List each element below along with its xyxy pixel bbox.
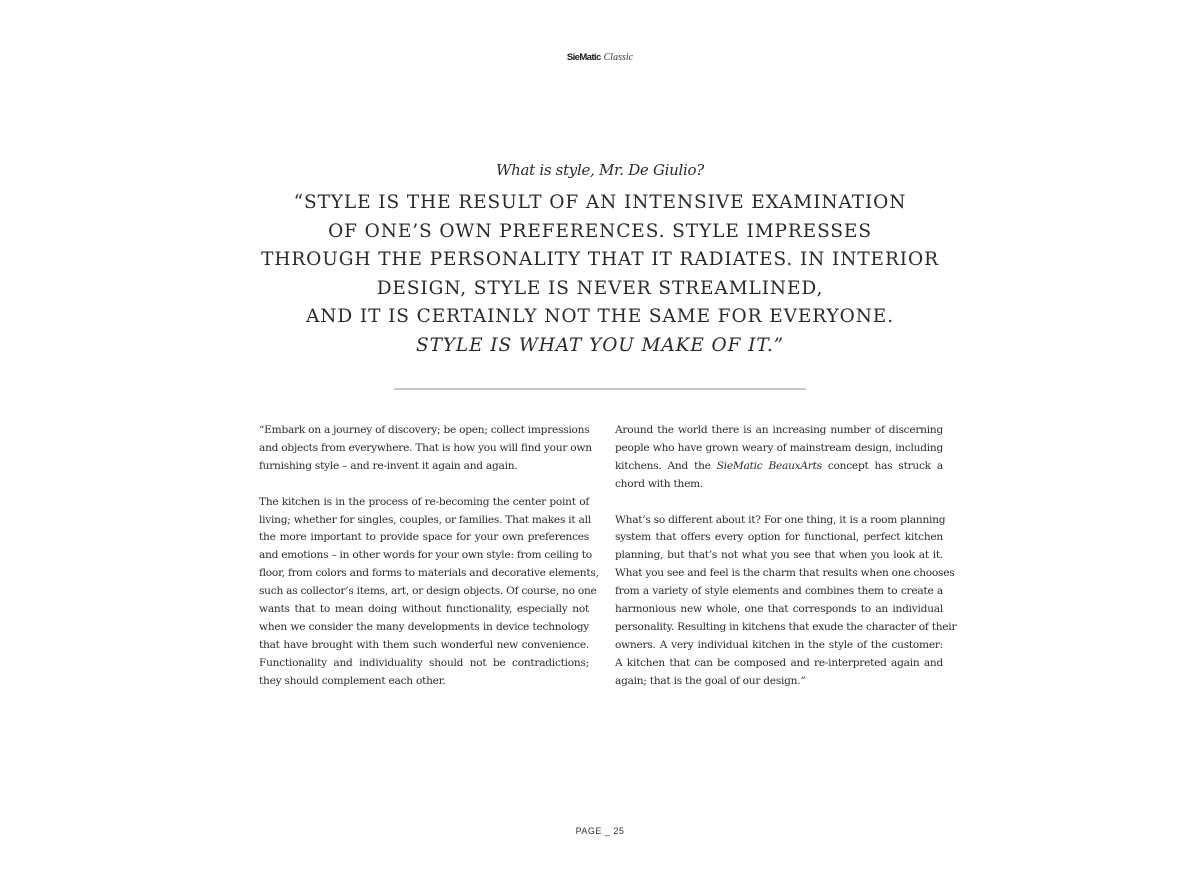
- text-line: A kitchen that can be composed and re-interpreted again and: [615, 656, 943, 669]
- text-run: concept has struck a: [821, 459, 943, 472]
- brand-logo: SieMatic: [566, 52, 601, 63]
- body-paragraph: [615, 422, 943, 494]
- body-column-left: [259, 422, 599, 708]
- text-line: [615, 458, 943, 476]
- pull-quote: [0, 189, 1200, 361]
- text-line: What’s so different about it? For one thing, it is a room planning: [615, 513, 946, 526]
- text-line: planning, but that’s not what you see that when you look at it.: [615, 549, 943, 562]
- text-line: the more important to provide space for your own preferences: [259, 531, 589, 544]
- text-line: chord with them.: [615, 477, 704, 490]
- body-column-right: [615, 422, 957, 708]
- text-line: and objects from everywhere. That is how you will find your own: [259, 441, 592, 454]
- running-header: [0, 50, 1200, 65]
- text-line: floor, from colors and forms to materials and decorative elements,: [259, 567, 599, 580]
- body-paragraph: [259, 422, 592, 476]
- quote-line: “STYLE IS THE RESULT OF AN INTENSIVE EXAMINATION: [293, 192, 907, 213]
- text-line: personality. Resulting in kitchens that exude the character of their: [615, 620, 957, 633]
- quote-closing-line: STYLE IS WHAT YOU MAKE OF IT.”: [416, 334, 784, 356]
- text-line: they should complement each other.: [259, 674, 446, 687]
- body-paragraph: [259, 494, 599, 691]
- text-line: people who have grown weary of mainstream design, including: [615, 441, 943, 454]
- quote-line: THROUGH THE PERSONALITY THAT IT RADIATES. IN INTERIOR: [261, 249, 939, 271]
- product-name: SieMatic BeauxArts: [716, 459, 822, 472]
- text-line: when we consider the many developments in device technology: [259, 620, 589, 633]
- text-line: furnishing style – and re-invent it again and again.: [259, 459, 518, 472]
- text-line: wants that to mean doing without functionality, especially not: [259, 603, 589, 616]
- text-line: from a variety of style elements and combines them to create a: [615, 585, 943, 598]
- text-line: Functionality and individuality should not be contradictions;: [259, 656, 589, 669]
- quote-line: OF ONE’S OWN PREFERENCES. STYLE IMPRESSES: [328, 220, 872, 242]
- body-paragraph: [615, 512, 957, 691]
- text-line: and emotions – in other words for your own style: from ceiling to: [259, 549, 592, 562]
- section-divider: [394, 388, 806, 390]
- quote-line: AND IT IS CERTAINLY NOT THE SAME FOR EVERYONE.: [306, 306, 894, 328]
- text-line: such as collector’s items, art, or design objects. Of course, no one: [259, 585, 597, 598]
- text-line: system that offers every option for functional, perfect kitchen: [615, 531, 943, 544]
- text-line: “Embark on a journey of discovery; be open; collect impressions: [259, 424, 590, 436]
- text-line: that have brought with them such wonderful new convenience.: [259, 638, 589, 651]
- text-line: What you see and feel is the charm that results when one chooses: [615, 567, 955, 580]
- text-line: owners. A very individual kitchen in the style of the customer:: [615, 638, 943, 651]
- text-line: living; whether for singles, couples, or families. That makes it all: [259, 513, 591, 526]
- text-line: harmonious new whole, one that corresponds to an individual: [615, 603, 943, 616]
- interview-question: What is style, Mr. De Giulio?: [496, 161, 704, 179]
- page-number: PAGE _ 25: [575, 826, 625, 836]
- quote-line: DESIGN, STYLE IS NEVER STREAMLINED,: [376, 277, 824, 299]
- text-line: Around the world there is an increasing number of discerning: [615, 424, 943, 436]
- text-line: again; that is the goal of our design.”: [615, 674, 806, 687]
- collection-name: Classic: [603, 52, 634, 63]
- text-line: The kitchen is in the process of re-becoming the center point of: [259, 495, 589, 508]
- text-run: kitchens. And the: [615, 459, 717, 472]
